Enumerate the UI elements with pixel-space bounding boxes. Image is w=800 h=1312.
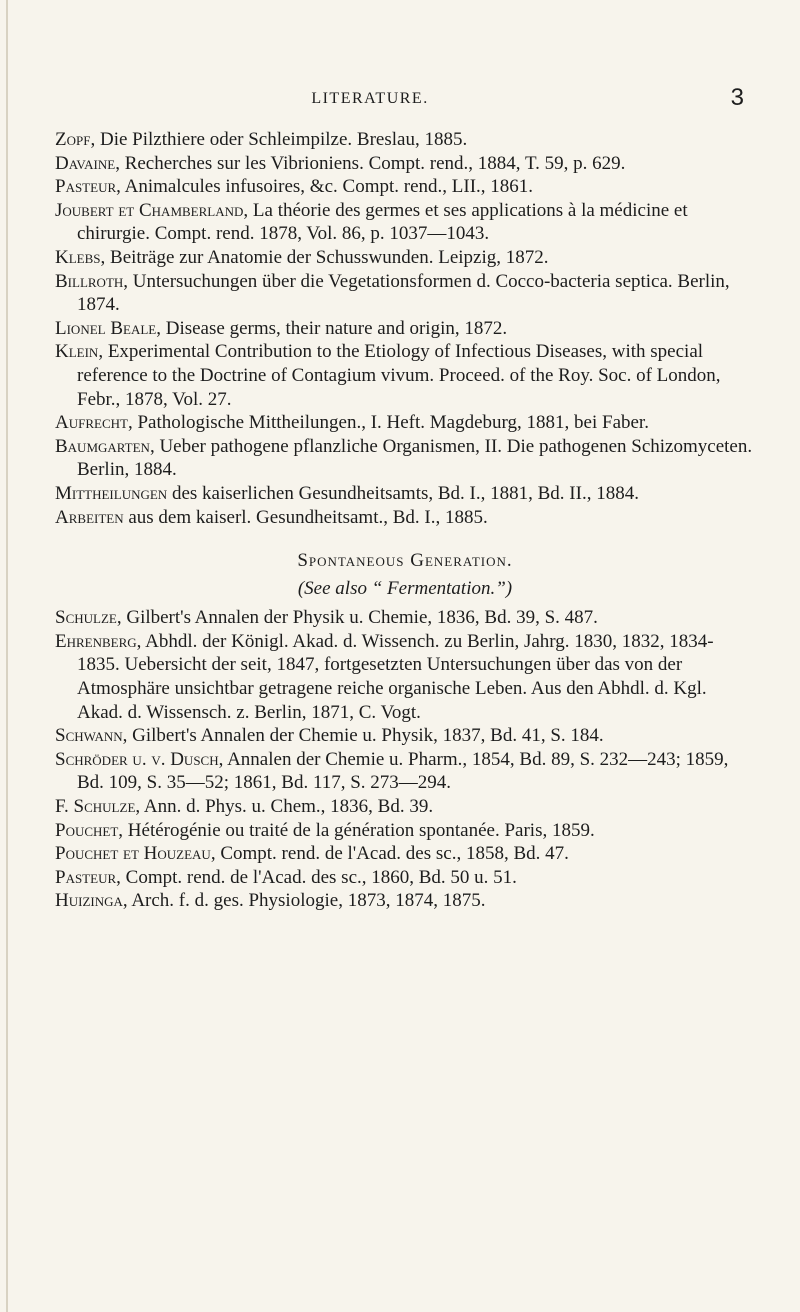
entry-author: Mittheilungen (55, 482, 168, 504)
section-cross-reference: (See also “ Fermentation.”) (297, 577, 513, 599)
bibliography-entry (55, 819, 755, 843)
bibliography-entry (55, 411, 755, 435)
bibliography-entry (55, 246, 755, 270)
entry-author: Schulze, (55, 607, 122, 629)
bibliography (55, 128, 755, 913)
entry-author: Aufrecht, (55, 412, 133, 434)
entry-citation: Die Pilzthiere oder Schleimpilze. Breslau, 1885. (95, 129, 468, 150)
entry-author: Pouchet et Houzeau, (55, 843, 216, 865)
running-title: LITERATURE. (311, 90, 429, 107)
bibliography-entry (55, 866, 755, 890)
bibliography-entry (55, 748, 755, 795)
entry-citation: La théorie des germes et ses applications à la médicine et chirurgie. Compt. rend. 1878, Vol. 86, p. 1037—1043. (77, 199, 688, 245)
bibliography-entry (55, 128, 755, 152)
entry-author: Pasteur, (55, 866, 121, 888)
page-edge-shadow (6, 0, 8, 1312)
bibliography-entry (55, 175, 755, 199)
entry-citation: Gilbert's Annalen der Chemie u. Physik, 1837, Bd. 41, S. 184. (127, 725, 604, 747)
entry-citation: Ann. d. Phys. u. Chem., 1836, Bd. 39. (140, 796, 434, 818)
entry-citation: Ueber pathogene pflanzliche Organismen, II. Die pathogenen Schizomyceten. Berlin, 1884. (77, 435, 753, 481)
entry-citation: Compt. rend. de l'Acad. des sc., 1860, Bd. 50 u. 51. (120, 866, 517, 888)
bibliography-entry (55, 340, 755, 411)
section-heading: Spontaneous Generation. (297, 550, 513, 572)
entry-citation: Annalen der Chemie u. Pharm., 1854, Bd. 89, S. 232—243; 1859, Bd. 109, S. 35—52; 1861, Bd. 117, S. 273—294. (77, 748, 729, 794)
entry-citation: Abhdl. der Königl. Akad. d. Wissench. zu Berlin, Jahrg. 1830, 1832, 1834-1835. Uebersicht der seit, 1847, fortgesetzten Untersuchungen über das von der Atmosphäre unsichtbar getragene reiche organische Leben. Aus den Abhdl. d. Kgl. Akad. d. Wissensch. z. Berlin, 1871, C. Vogt. (77, 630, 714, 723)
entry-citation: Gilbert's Annalen der Physik u. Chemie, 1836, Bd. 39, S. 487. (121, 607, 598, 629)
bibliography-entry (55, 506, 755, 530)
entry-author: Klebs, (55, 246, 106, 268)
running-head (0, 84, 800, 116)
entry-citation: Experimental Contribution to the Etiology of Infectious Diseases, with special reference to the Doctrine of Contagium vivum. Proceed. of the Roy. Soc. of London, Febr., 1878, Vol. 27. (77, 341, 721, 410)
entry-author: Schwann, (55, 725, 128, 747)
entry-author: Pasteur, (55, 176, 121, 198)
entry-citation: Hétérogénie ou traité de la génération spontanée. Paris, 1859. (123, 819, 595, 841)
bibliography-entry (55, 795, 755, 819)
bibliography-entry (55, 435, 755, 482)
entry-citation: Untersuchungen über die Vegetationsformen d. Cocco-bacteria septica. Berlin, 1874. (77, 270, 730, 316)
entry-author: Pouchet, (55, 819, 124, 841)
entry-citation: aus dem kaiserl. Gesundheitsamt., Bd. I., 1885. (123, 506, 488, 528)
page-number: 3 (730, 84, 744, 111)
bibliography-entry (55, 842, 755, 866)
entry-citation: Disease germs, their nature and origin, 1872. (160, 317, 508, 339)
bibliography-list-general (55, 128, 755, 529)
entry-author: Zopf, (55, 129, 96, 150)
entry-author: Klein, (55, 341, 104, 363)
entry-author: Billroth, (55, 270, 129, 292)
entry-citation: Recherches sur les Vibrioniens. Compt. rend., 1884, T. 59, p. 629. (119, 152, 626, 174)
entry-citation: Animalcules infusoires, &c. Compt. rend., LII., 1861. (120, 176, 534, 198)
bibliography-entry (55, 270, 755, 317)
bibliography-entry (55, 724, 755, 748)
entry-author: Joubert et Chamberland, (55, 199, 249, 221)
entry-citation: Beiträge zur Anatomie der Schusswunden. Leipzig, 1872. (105, 246, 549, 268)
bibliography-entry (55, 482, 755, 506)
entry-citation: Arch. f. d. ges. Physiologie, 1873, 1874, 1875. (127, 890, 486, 912)
entry-author: Lionel Beale, (55, 317, 161, 339)
entry-author: F. Schulze, (55, 796, 141, 818)
entry-author: Arbeiten (55, 506, 124, 528)
bibliography-entry (55, 606, 755, 630)
entry-author: Schröder u. v. Dusch, (55, 748, 224, 770)
bibliography-entry (55, 152, 755, 176)
entry-citation: Compt. rend. de l'Acad. des sc., 1858, Bd. 47. (215, 843, 569, 865)
entry-citation: des kaiserlichen Gesundheitsamts, Bd. I., 1881, Bd. II., 1884. (167, 482, 639, 504)
bibliography-list-spontaneous-generation (55, 606, 755, 913)
entry-author: Huizinga, (55, 890, 128, 912)
entry-author: Ehrenberg, (55, 630, 142, 652)
bibliography-entry (55, 317, 755, 341)
entry-author: Baumgarten, (55, 435, 155, 457)
bibliography-entry (55, 630, 755, 724)
bibliography-entry (55, 889, 755, 913)
bibliography-entry (55, 199, 755, 246)
entry-citation: Pathologische Mittheilungen., I. Heft. Magdeburg, 1881, bei Faber. (132, 412, 649, 434)
entry-author: Davaine, (55, 152, 120, 174)
